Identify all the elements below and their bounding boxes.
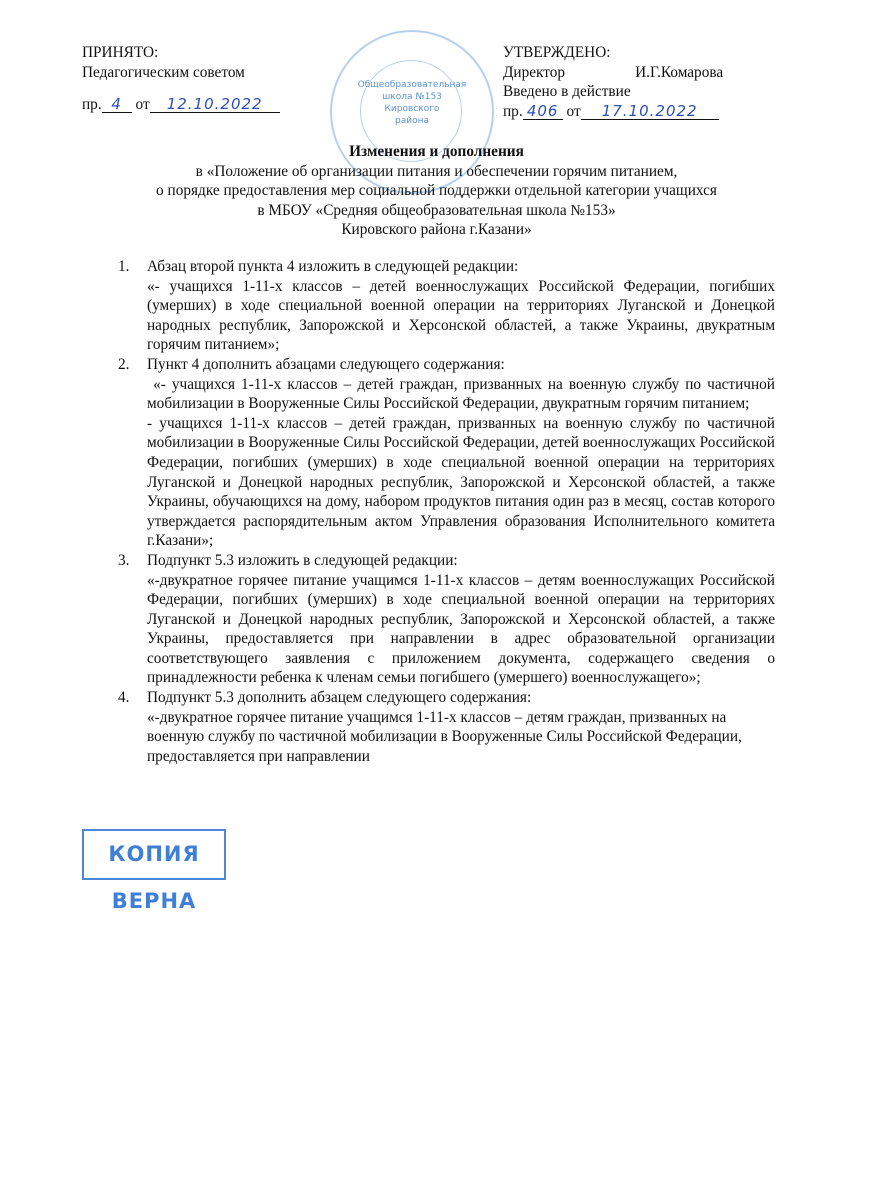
accepted-protocol: пр. 4 от 12.10.2022 [82,95,280,115]
approved-block: УТВЕРЖДЕНО: Директор И.Г.Комарова Введено в действие пр. 406 от 17.10.2022 [503,44,724,120]
list-item: 2. Пункт 4 дополнить абзацами следующего содержания: «- учащихся 1-11-х классов – детей граждан, призванных на военную службу по частичной мобилизации в Вооруженные Силы Российской Федерации, двукратным горячим питанием; - учащихся 1-11-х классов – детей граждан, призванных на военную службу по частичной мобилизации в Вооруженные Силы Российской Федерации, детей военнослужащих Российской Федерации, погибших (умерших) в ходе специальной военной операции на территориях Луганской и Донецкой народных республик, Запорожской и Херсонской областей, а также Украины, обучающихся на дому, набором продуктов питания один раз в месяц, состав которого утверждается распорядительным актом Управления образования Исполнительного комитета г.Казани»; [118,355,779,550]
approved-order: пр. 406 от 17.10.2022 [503,102,723,122]
amendments-list [118,257,779,766]
accepted-block [82,43,280,115]
director-signature [565,63,635,83]
copy-certified-stamp: КОПИЯ ВЕРНА [82,829,226,880]
list-item: 3. Подпункт 5.3 изложить в следующей редакции: «-двукратное горячее питание учащимся 1-11-х классов – детям военнослужащих Российской Федерации, погибших (умерших) в ходе специальной военной операции на территориях Луганской и Донецкой народных республик, Запорожской и Херсонской областей, а также Украины, предоставляется при направлении в адрес образовательной организации соответствующего заявления с приложением документа, содержащего сведения о принадлежности ребенка к членам семьи погибшего (умершего) военнослужащего»; [118,551,775,687]
protocol-date: 12.10.2022 [150,96,280,113]
approved-heading: УТВЕРЖДЕНО: [503,44,611,61]
accepted-heading: ПРИНЯТО: [82,44,159,61]
list-item: 4. Подпункт 5.3 дополнить абзацем следующего содержания: «-двукратное горячее питание учащимся 1-11-х классов – детям граждан, призванных на военную службу по частичной мобилизации в Вооруженные Силы Российской Федерации, предоставляется при направлении [118,689,742,765]
protocol-number: 4 [102,96,132,113]
order-date: 17.10.2022 [581,103,719,120]
list-item: 1. Абзац второй пункта 4 изложить в следующей редакции: «- учащихся 1-11-х классов – детей военнослужащих Российской Федерации, погибших (умерших) в ходе специальной военной операции на территориях Луганской и Донецкой народных республик, Запорожской и Херсонской областей, а также Украины, двукратным горячим питанием»; [118,258,775,354]
school-seal: Общеобразовательная школа №153 Кировского района [330,30,494,194]
accepted-body: Педагогическим советом [82,63,245,81]
document-title: Изменения и дополнения в «Положение об организации питания и обеспечении горячим питанием, о порядке предоставления мер социальной поддержки отдельной категории учащихся в МБОУ «Средняя общеобразовательная школа №153» Кировского района г.Казани» [156,143,717,239]
order-number: 406 [523,103,563,120]
